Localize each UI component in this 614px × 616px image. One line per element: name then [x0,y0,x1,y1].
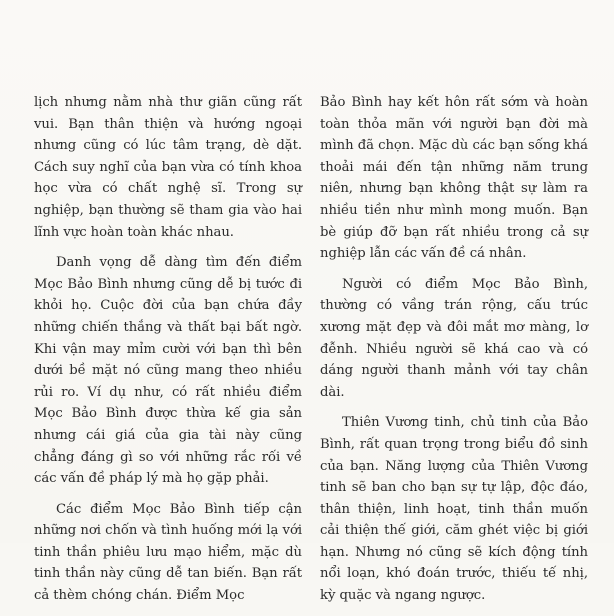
paragraph: Danh vọng dễ dàng tìm đến điểm Mọc Bảo Bình nhưng cũng dễ bị tước đi khỏi họ. Cuộc đời của bạn chứa đầy những chiến thắng và thất bại bất ngờ. Khi vận may mỉm cười với bạn thì bên dưới bề mặt nó cũng mang theo nhiều rủi ro. Ví dụ như, có rất nhiều điểm Mọc Bảo Bình được thừa kế gia sản nhưng cái giá của gia tài này cũng chẳng đáng gì so với những rắc rối về các vấn đề pháp lý mà họ gặp phải. [34,255,302,487]
paragraph: Người có điểm Mọc Bảo Bình, thường có vầng trán rộng, cấu trúc xương mặt đẹp và đôi mắt mơ màng, lơ đễnh. Nhiều người sẽ khá cao và có dáng người thanh mảnh với tay chân dài. [320,276,588,400]
paragraph: lịch nhưng nằm nhà thư giãn cũng rất vui. Bạn thân thiện và hướng ngoại nhưng cũng có lúc tâm trạng, dè dặt. Cách suy nghĩ của bạn vừa có tính khoa học vừa có chất nghệ sĩ. Trong sự nghiệp, bạn thường sẽ tham gia vào hai lĩnh vực hoàn toàn khác nhau. [34,95,302,240]
right-column [320,92,588,616]
left-column [34,92,302,616]
paragraph: Các điểm Mọc Bảo Bình tiếp cận những nơi chốn và tình huống mới lạ với tinh thần phiêu lưu mạo hiểm, mặc dù tinh thần này cũng dễ tan biến. Bạn rất cả thèm chóng chán. Điểm Mọc [34,501,302,604]
paragraph: Bảo Bình hay kết hôn rất sớm và hoàn toàn thỏa mãn với người bạn đời mà mình đã chọn. Mặc dù các bạn sống khá thoải mái đến tận những năm trung niên, nhưng bạn không thật sự làm ra nhiều tiền như mình mong muốn. Bạn bè giúp đỡ bạn rất nhiều trong cả sự nghiệp lẫn các vấn đề cá nhân. [320,95,588,262]
paragraph: Thiên Vương tinh, chủ tinh của Bảo Bình, rất quan trọng trong biểu đồ sinh của bạn. Năng lượng của Thiên Vương tinh sẽ ban cho bạn sự tự lập, độc đáo, thân thiện, linh hoạt, tinh thần muốn cải thiện thế giới, căm ghét việc bị giới hạn. Nhưng nó cũng sẽ kích động tính nổi loạn, khó đoán trước, thiếu tế nhị, kỳ quặc và ngang ngược. [320,415,588,604]
